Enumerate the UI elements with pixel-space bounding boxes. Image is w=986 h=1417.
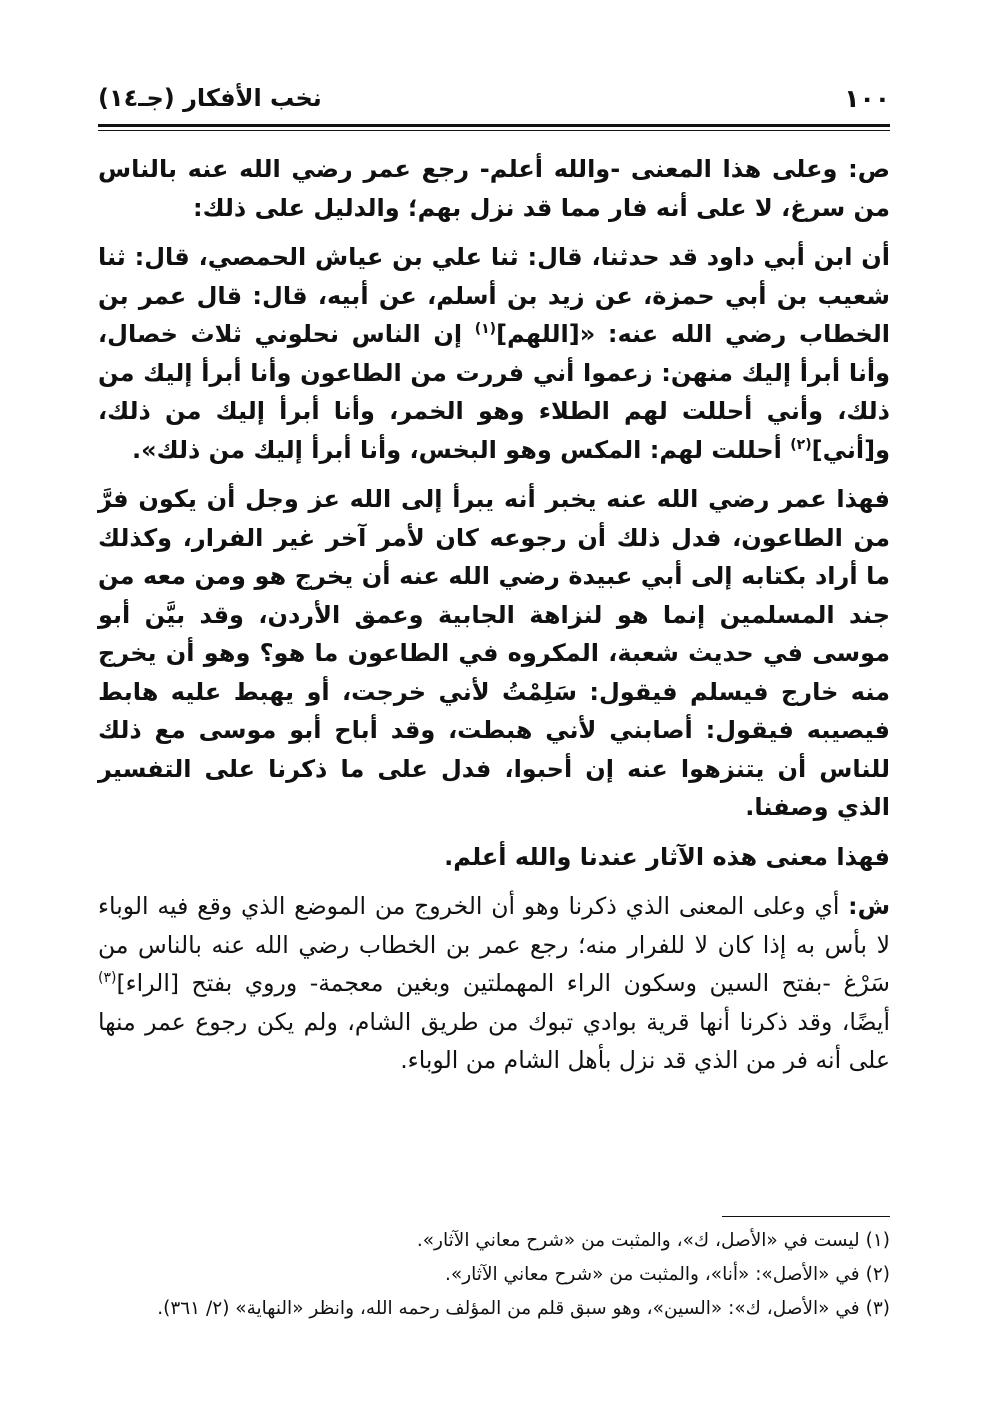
footnote-text: في «الأصل، ك»: «السين»، وهو سبق قلم من المؤلف رحمه الله، وانظر «النهاية» (٢/ ٣٦١). — [157, 1298, 860, 1319]
footnote-ref-2[interactable]: (٢) — [790, 436, 812, 453]
footnote-2 — [98, 1258, 890, 1292]
page-number: ١٠٠ — [844, 84, 890, 113]
footnotes — [98, 1224, 890, 1326]
header-rule — [98, 124, 890, 127]
main-text — [98, 150, 890, 1091]
footnote-number: (٣) — [865, 1298, 890, 1319]
footnote-ref-3[interactable]: (٣) — [98, 970, 117, 987]
footnote-3 — [98, 1292, 890, 1326]
footnote-ref-1[interactable]: (١) — [474, 321, 497, 337]
paragraph-text: وعلى هذا المعنى -والله أعلم- رجع عمر رضي الله عنه بالناس من سرغ، لا على أنه فار مما قد نزل بهم؛ والدليل على ذلك: — [98, 155, 890, 222]
paragraph-text: فهذا عمر رضي الله عنه يخبر أنه يبرأ إلى الله عز وجل أن يكون فرَّ من الطاعون، فدل ذلك أن رجوعه كان لأمر آخر غير الفرار، وكذلك ما أراد بكتابه إلى أبي عبيدة رضي الله عنه أن يخرج هو ومن معه من جند المسلمين إنما هو لنزاهة الجابية وعمق الأردن، وقد بيَّن أبو موسى في حديث شعبة، المكروه في الطاعون ما هو؟ وهو أن يخرج منه خارج فيسلم فيقول: سَلِمْتُ لأني خرجت، أو يهبط عليه هابط فيصيبه فيقول: أصابني لأني هبطت، وقد أباح أبو موسى مع ذلك للناس أن يتنزهوا عنه إن أحبوا، فدل على ما ذكرنا على التفسير الذي وصفنا. — [98, 485, 890, 821]
header-rule-thin — [98, 130, 890, 131]
shin-marker: ش: — [848, 892, 890, 920]
running-title: نخب الأفكار (جـ١٤) — [98, 84, 322, 112]
paragraph-text-a: أي وعلى المعنى الذي ذكرنا وهو أن الخروج من الموضع الذي وقع فيه الوباء لا بأس به إذا كان لا للفرار منه؛ رجع عمر بن الخطاب رضي الله عنه بالناس من سَرْغ -بفتح السين وسكون الراء المهملتين وبغين معجمة- وروي بفتح [الراء] — [98, 892, 890, 997]
sad-marker: ص: — [848, 155, 890, 183]
paragraph-text-b: أيضًا، وقد ذكرنا أنها قرية بوادي تبوك من طريق الشام، ولم يكن رجوع عمر منها على أنه فر من الذي قد نزل بأهل الشام من الوباء. — [98, 1007, 890, 1074]
footnote-rule — [722, 1216, 890, 1217]
paragraph-text-c: أحللت لهم: المكس وهو البخس، وأنا أبرأ إليك من ذلك». — [132, 435, 791, 464]
footnote-number: (٢) — [865, 1264, 890, 1285]
paragraph-sad — [98, 150, 890, 227]
paragraph-text: فهذا معنى هذه الآثار عندنا والله أعلم. — [444, 842, 890, 871]
page-header — [98, 84, 890, 120]
paragraph-explanation — [98, 480, 890, 827]
paragraph-text-a: أن ابن أبي داود قد حدثنا، قال: ثنا علي بن عياش الحمصي، قال: ثنا شعيب بن أبي حمزة، عن زيد بن أسلم، عن أبيه، قال: قال عمر بن الخطاب رضي الله عنه: «[اللهم] — [98, 243, 890, 348]
footnote-text: في «الأصل»: «أنا»، والمثبت من «شرح معاني الآثار». — [445, 1264, 860, 1285]
paragraph-text-b: إن الناس نحلوني ثلاث خصال، وأنا أبرأ إليك منهن: زعموا أني فررت من الطاعون وأنا أبرأ إليك من ذلك، وأني أحللت لهم الطلاء وهو الخمر، وأنا أبرأ إليك من ذلك، و[أني] — [98, 320, 890, 464]
paragraph-commentary — [98, 887, 890, 1080]
footnote-number: (١) — [865, 1230, 890, 1251]
footnote-1 — [98, 1224, 890, 1258]
footnote-text: ليست في «الأصل، ك»، والمثبت من «شرح معاني الآثار». — [416, 1230, 860, 1251]
book-page — [98, 84, 890, 1364]
paragraph-hadith — [98, 238, 890, 469]
paragraph-conclusion — [98, 838, 890, 877]
